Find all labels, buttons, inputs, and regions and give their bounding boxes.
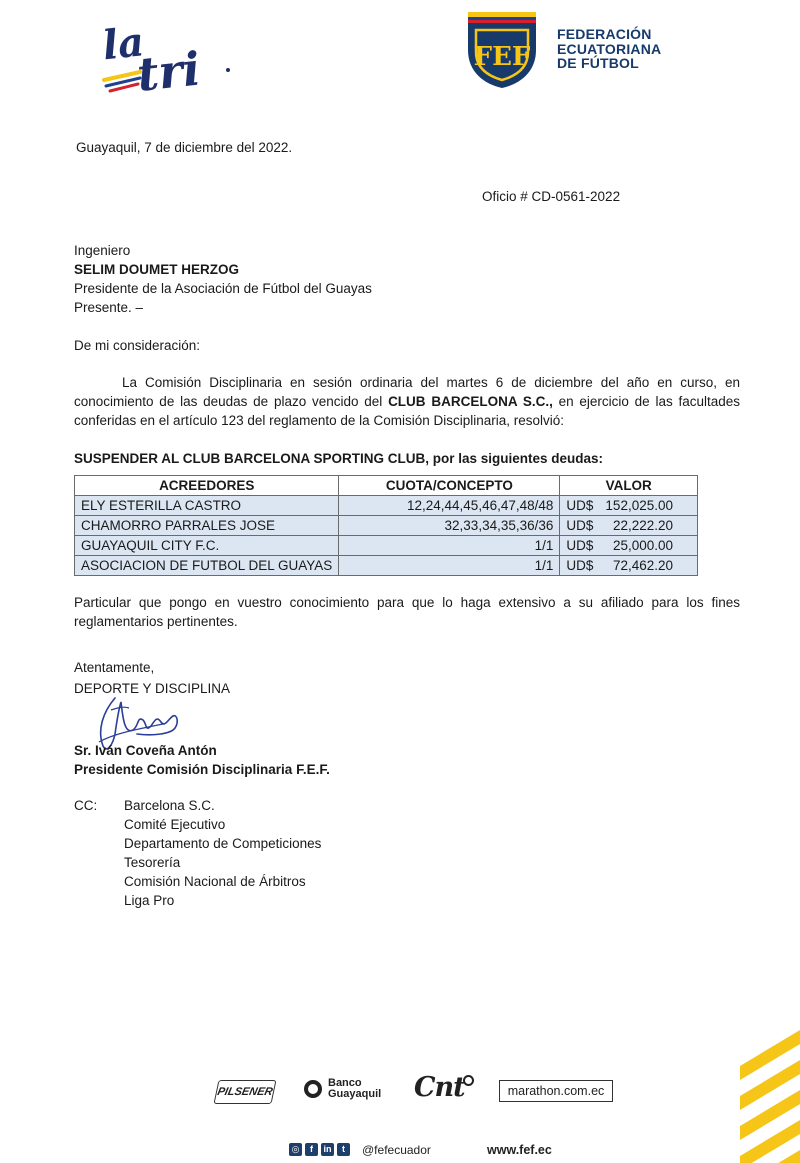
cc-item: Liga Pro: [124, 893, 175, 908]
recipient-presente: Presente. –: [74, 300, 144, 315]
header-cuota: CUOTA/CONCEPTO: [339, 476, 560, 496]
salutation: De mi consideración:: [74, 338, 201, 353]
banco-guayaquil-icon: [304, 1080, 322, 1098]
cc-item: Comité Ejecutivo: [124, 817, 226, 832]
pilsener-logo: PILSENER: [213, 1080, 276, 1104]
marathon-logo: marathon.com.ec: [499, 1080, 613, 1102]
linkedin-icon[interactable]: in: [321, 1143, 334, 1156]
fef-shield-logo: [462, 10, 542, 90]
social-handle[interactable]: @fefecuador: [362, 1143, 431, 1157]
cell-acreedor: CHAMORRO PARRALES JOSE: [75, 516, 339, 536]
signer-name: Sr. Iván Coveña Antón: [74, 743, 217, 758]
twitter-icon[interactable]: t: [337, 1143, 350, 1156]
debts-table: [74, 475, 698, 576]
cc-item: Barcelona S.C.: [124, 798, 215, 813]
cell-cuota: 12,24,44,45,46,47,48/48: [339, 496, 560, 516]
federation-name: FEDERACIÓN ECUATORIANA DE FÚTBOL: [557, 26, 662, 71]
table-row: [75, 516, 698, 536]
decorative-stripes: [700, 1020, 800, 1163]
table-header-row: [75, 476, 698, 496]
shield-letters: FEF: [473, 42, 531, 72]
cnt-logo: Cnt: [414, 1072, 465, 1103]
cc-item: Tesorería: [124, 855, 181, 870]
recipient-block: [74, 241, 372, 317]
table-row: [75, 556, 698, 576]
recipient-name: SELIM DOUMET HERZOG: [74, 262, 239, 277]
farewell: Atentamente,: [74, 660, 155, 675]
cc-item: Comisión Nacional de Árbitros: [124, 874, 306, 889]
svg-text:tri: tri: [134, 41, 203, 100]
facebook-icon[interactable]: f: [305, 1143, 318, 1156]
cell-acreedor: ELY ESTERILLA CASTRO: [75, 496, 339, 516]
cnt-dot-icon: [463, 1075, 474, 1086]
cell-cuota: 1/1: [339, 536, 560, 556]
website-link[interactable]: www.fef.ec: [487, 1143, 552, 1157]
date-line: Guayaquil, 7 de diciembre del 2022.: [76, 140, 293, 155]
cc-list: [124, 796, 321, 910]
cell-acreedor: ASOCIACION DE FUTBOL DEL GUAYAS: [75, 556, 339, 576]
cell-valor: UD$ 152,025.00: [560, 496, 698, 516]
cell-cuota: 32,33,34,35,36/36: [339, 516, 560, 536]
instagram-icon[interactable]: ◎: [289, 1143, 302, 1156]
resolution-line: SUSPENDER AL CLUB BARCELONA SPORTING CLUB, por las siguientes deudas:: [74, 451, 604, 466]
recipient-title: Ingeniero: [74, 243, 131, 258]
motto: DEPORTE Y DISCIPLINA: [74, 681, 231, 696]
cell-valor: UD$ 22,222.20: [560, 516, 698, 536]
cell-valor: UD$ 72,462.20: [560, 556, 698, 576]
la-tri-logo: [96, 10, 236, 100]
cell-valor: UD$ 25,000.00: [560, 536, 698, 556]
signer-position: Presidente Comisión Disciplinaria F.E.F.: [74, 762, 330, 777]
recipient-position: Presidente de la Asociación de Fútbol del Guayas: [74, 281, 372, 296]
oficio-number: Oficio # CD-0561-2022: [482, 189, 621, 204]
closing-paragraph: Particular que pongo en vuestro conocimiento para que lo haga extensivo a su afiliado para los fines reglamentarios pertinentes.: [74, 595, 740, 629]
banco-guayaquil-logo: Banco Guayaquil: [328, 1077, 382, 1100]
cell-acreedor: GUAYAQUIL CITY F.C.: [75, 536, 339, 556]
header-acreedores: ACREEDORES: [75, 476, 339, 496]
cell-cuota: 1/1: [339, 556, 560, 576]
social-icons: [289, 1143, 350, 1156]
body-paragraph: La Comisión Disciplinaria en sesión ordinaria del martes 6 de diciembre del año en curso, en conocimiento de las deudas de plazo vencido del CLUB BARCELONA S.C., en ejercicio de las facultades conferidas en el artículo 123 del reglamento de la Comisión Disciplinaria, resolvió:: [74, 375, 741, 428]
table-row: [75, 536, 698, 556]
svg-text:la: la: [100, 18, 147, 70]
header-valor: VALOR: [560, 476, 698, 496]
cc-item: Departamento de Competiciones: [124, 836, 322, 851]
cc-label: CC:: [74, 798, 98, 813]
club-name: CLUB BARCELONA S.C.,: [388, 394, 553, 409]
table-row: [75, 496, 698, 516]
